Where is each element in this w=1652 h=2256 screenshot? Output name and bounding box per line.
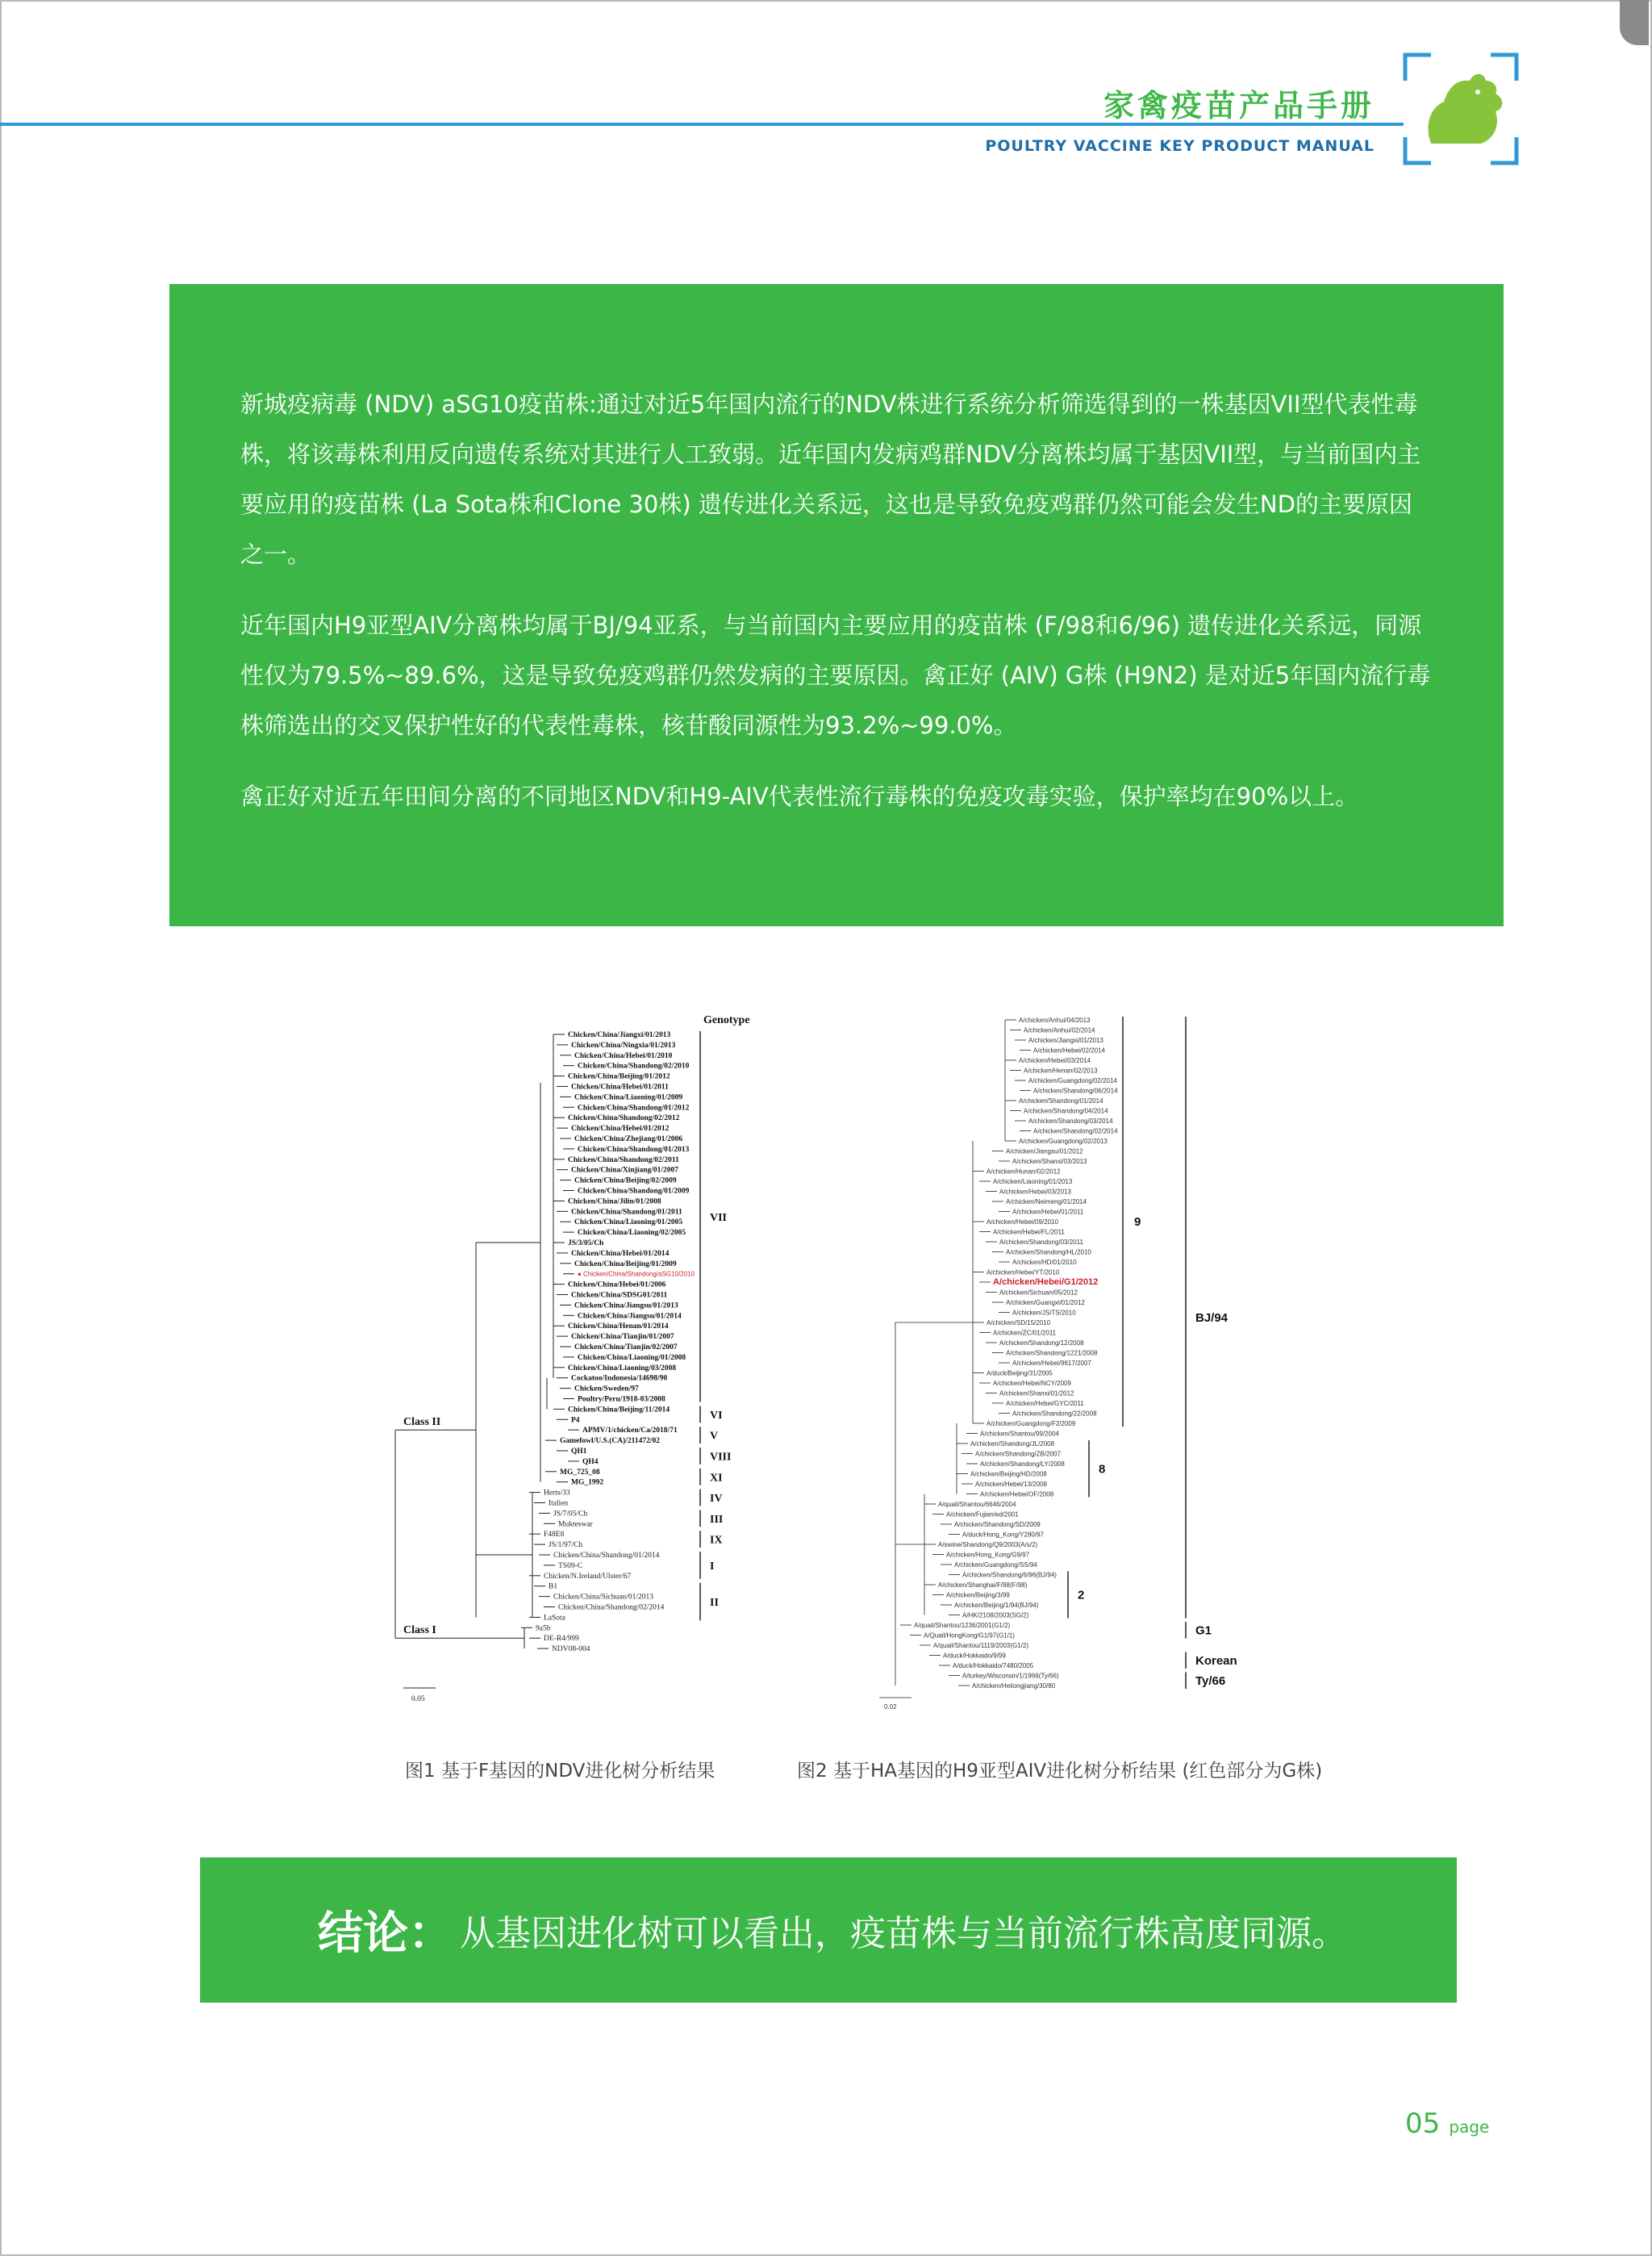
aiv-taxon-label: A/chicken/Hebei/YT/2010 [987, 1268, 1060, 1276]
aiv-taxon-label: A/duck/Beijing/31/2005 [987, 1369, 1053, 1377]
aiv-taxon-label: A/duck/Hong_Kong/Y280/97 [962, 1531, 1044, 1539]
ndv-taxon-label: QH1 [571, 1448, 587, 1456]
aiv-taxon-label: A/chicken/Shandong/HL/2010 [1006, 1248, 1091, 1256]
ndv-taxon-label: Chicken/China/Liaoning/01/2009 [574, 1093, 683, 1102]
ndv-class-i-label: Class I [403, 1624, 436, 1637]
aiv-taxon-label: A/chicken/Guangdong/02/2014 [1028, 1077, 1117, 1084]
figure2-caption: 图2 基于HA基因的H9亚型AIV进化树分析结果 (红色部分为G株) [797, 1761, 1323, 1782]
aiv-taxon-label: A/chicken/Guangdong/02/2013 [1019, 1138, 1108, 1145]
ndv-taxon-label: JS/3/05/Ch [568, 1239, 604, 1247]
aiv-lineage-label: Ty/66 [1195, 1673, 1226, 1688]
aiv-taxon-label: A/chicken/SD/15/2010 [987, 1319, 1051, 1326]
ndv-taxon-label: Chicken/China/Beijing/01/2009 [574, 1260, 677, 1268]
ndv-taxon-label: Chicken/China/SDSG01/2011 [571, 1291, 668, 1300]
aiv-taxon-label: A/chicken/Shanghai/F/98(F/98) [938, 1581, 1028, 1589]
aiv-taxon-label: A/chicken/Hebei/02/2014 [1033, 1047, 1105, 1055]
ndv-taxon-label: Chicken/China/Jilin/01/2008 [568, 1197, 661, 1206]
ndv-taxon-label: Mukteswar [558, 1520, 593, 1529]
manual-subtitle: POULTRY VACCINE KEY PRODUCT MANUAL [985, 137, 1375, 155]
ndv-taxon-label: Chicken/Sweden/97 [574, 1385, 639, 1393]
aiv-taxon-label: A/chicken/Neimeng/01/2014 [1006, 1198, 1087, 1205]
aiv-lineage-label: G1 [1195, 1623, 1212, 1638]
ndv-taxon-label: Chicken/China/Shandong/01/2011 [571, 1208, 682, 1217]
ndv-taxon-label: Chicken/China/Liaoning/01/2008 [578, 1353, 686, 1362]
ndv-taxon-label: Herts/33 [544, 1489, 570, 1498]
ndv-taxon-label: Chicken/China/Jiangxi/01/2013 [568, 1031, 671, 1039]
ndv-taxon-label: Chicken/China/Beijing/02/2009 [574, 1176, 677, 1185]
ndv-taxon-label: F48E8 [544, 1531, 565, 1540]
aiv-taxon-label: A/chicken/Hunan/02/2012 [987, 1168, 1061, 1176]
aiv-scale-label: 0.02 [884, 1703, 897, 1711]
aiv-taxon-label: A/chicken/Hebei/01/2011 [1012, 1208, 1084, 1216]
conclusion-text: 从基因进化树可以看出，疫苗株与当前流行株高度同源。 [460, 1913, 1347, 1954]
ndv-taxon-label: Chicken/China/Ningxia/01/2013 [571, 1041, 676, 1050]
ndv-taxon-label: Chicken/China/Zhejiang/01/2006 [574, 1135, 683, 1143]
ndv-taxon-label: Chicken/China/Henan/01/2014 [568, 1322, 669, 1331]
aiv-clade-label: 9 [1134, 1215, 1141, 1229]
intro-panel [169, 284, 1504, 926]
conclusion-banner [200, 1857, 1457, 2003]
aiv-taxon-label: A/chicken/Hebei/03/2014 [1019, 1057, 1091, 1064]
ndv-taxon-label: Chicken/China/Shandong/01/2013 [578, 1145, 690, 1154]
ndv-taxon-label: Chicken/China/Hebei/01/2012 [571, 1125, 670, 1134]
ndv-phylogenetic-tree [379, 1010, 815, 1712]
aiv-taxon-label: A/chicken/Henan/02/2013 [1024, 1067, 1098, 1075]
ndv-genotype-label: I [710, 1560, 715, 1573]
manual-title: 家禽疫苗产品手册 [1103, 88, 1375, 123]
intro-paragraph-ndv: 新城疫病毒 (NDV) aSG10疫苗株:通过对近5年国内流行的NDV株进行系统分析筛选得到的一株基因VII型代表性毒株，将该毒株利用反向遗传系统对其进行人工致弱。近年国内发病鸡群NDV分离株均属于基因VII型，与当前国内主要应用的疫苗株 (La Sota株和Clone 30株) 遗传进化关系远，这也是导致免疫鸡群仍然可能会发生ND的主要原因之一。 [240, 391, 1421, 568]
aiv-taxon-label: A/chicken/Shanxi/03/2013 [1012, 1158, 1087, 1165]
ndv-scale-label: 0.05 [411, 1695, 425, 1703]
aiv-taxon-label: A/chicken/HD/01/2010 [1012, 1259, 1077, 1266]
aiv-taxon-label: A/chicken/Hebei/GYC/2011 [1006, 1400, 1084, 1407]
aiv-taxon-label: A/chicken/Shandong/JL/2008 [970, 1440, 1055, 1448]
ndv-taxon-label: JS/1/97/Ch [549, 1541, 583, 1550]
ndv-taxon-label: LaSota [544, 1614, 565, 1623]
ndv-taxon-label: APMV/1/chicken/Ca/2018/71 [582, 1427, 678, 1435]
aiv-taxon-label: A/swine/Shandong/Q9/2003(A/s/2) [938, 1541, 1038, 1548]
h9-aiv-phylogenetic-tree [847, 1010, 1299, 1712]
aiv-taxon-label: A/chicken/Liaoning/01/2013 [993, 1178, 1073, 1185]
ndv-taxon-label: Chicken/N.Ireland/Ulster/67 [544, 1572, 632, 1581]
aiv-taxon-label: A/chicken/Sichuan/05/2012 [999, 1289, 1078, 1297]
ndv-taxon-label: ● Chicken/China/Shandong/aSG10/2010 [578, 1270, 695, 1278]
aiv-taxon-label: A/chicken/Shandong/12/2008 [999, 1339, 1084, 1347]
aiv-taxon-label: A/chicken/Heilongjiang/30/80 [972, 1682, 1056, 1690]
aiv-taxon-label: A/duck/Hokkaido/9/99 [943, 1652, 1006, 1660]
page-number [1405, 2108, 1489, 2140]
ndv-taxon-label: Chicken/China/Shandong/02/2014 [558, 1603, 665, 1612]
aiv-taxon-label: A/chicken/Hebei/G1/2012 [993, 1277, 1099, 1287]
aiv-taxon-label: A/chicken/Hebei/FL/2011 [993, 1228, 1065, 1236]
aiv-taxon-label: A/chicken/Jiangsu/01/2012 [1006, 1147, 1083, 1155]
aiv-lineage-label: Korean [1195, 1653, 1237, 1668]
chicken-logo-icon [1400, 48, 1521, 169]
corner-tab [1620, 0, 1649, 45]
ndv-genotype-header: Genotype [703, 1014, 750, 1026]
ndv-taxon-label: Chicken/China/Shandong/02/2012 [568, 1114, 680, 1123]
aiv-taxon-label: A/chicken/Shandong/6/96(BJ/94) [962, 1571, 1057, 1579]
ndv-taxon-label: B1 [549, 1582, 558, 1591]
aiv-taxon-label: A/chicken/Shandong/1221/2008 [1006, 1349, 1098, 1357]
aiv-taxon-label: A/chicken/Hebei/OF/2008 [980, 1490, 1054, 1498]
aiv-taxon-label: A/chicken/Hong_Kong/G9/97 [946, 1551, 1030, 1559]
ndv-taxon-label: Chicken/China/Jiangsu/01/2014 [578, 1312, 682, 1321]
aiv-taxon-label: A/chicken/Fujian/ed/2001 [946, 1510, 1019, 1519]
aiv-clade-label: 2 [1078, 1588, 1085, 1602]
figure1-caption: 图1 基于F基因的NDV进化树分析结果 [405, 1761, 715, 1782]
ndv-taxon-label: Chicken/China/Shandong/01/2014 [553, 1552, 660, 1560]
aiv-taxon-label: A/HK/2108/2003(SG/2) [962, 1611, 1029, 1619]
ndv-taxon-label: Chicken/China/Beijing/11/2014 [568, 1406, 670, 1414]
ndv-taxon-label: Chicken/China/Shandong/02/2010 [578, 1062, 690, 1071]
aiv-taxon-label: A/chicken/Guangdong/SS/94 [954, 1561, 1037, 1569]
ndv-genotype-label: XI [710, 1472, 723, 1485]
aiv-taxon-label: A/chicken/ZC/01/2011 [993, 1329, 1057, 1337]
aiv-taxon-label: A/chicken/Beijing/3/99 [946, 1591, 1010, 1599]
aiv-taxon-label: A/chicken/Shandong/03/2011 [999, 1239, 1083, 1246]
aiv-taxon-label: A/Quail/HongKong/G1/97(G1/1) [924, 1631, 1015, 1640]
aiv-taxon-label: A/duck/Hokkaido/7480/2005 [953, 1662, 1034, 1669]
aiv-taxon-label: A/chicken/Anhui/04/2013 [1019, 1017, 1091, 1024]
ndv-taxon-label: 9a5b [536, 1624, 551, 1633]
ndv-taxon-label: Chicken/China/Hebei/01/2006 [568, 1280, 666, 1289]
aiv-taxon-label: A/chicken/Hebei/09/2010 [987, 1218, 1058, 1226]
ndv-taxon-label: Chicken/China/Jiangsu/01/2013 [574, 1301, 678, 1310]
ndv-taxon-label: TS09-C [558, 1561, 583, 1570]
ndv-taxon-label: Chicken/China/Liaoning/01/2005 [574, 1218, 683, 1227]
ndv-taxon-label: Chicken/China/Hebei/01/2014 [571, 1249, 670, 1258]
aiv-taxon-label: A/chicken/Hebei/NCY/2009 [993, 1380, 1071, 1387]
ndv-taxon-label: Chicken/China/Beijing/01/2012 [568, 1072, 670, 1081]
ndv-taxon-label: MG_725_08 [560, 1468, 600, 1477]
ndv-taxon-label: Chicken/China/Shandong/02/2011 [568, 1155, 679, 1164]
aiv-clade-label: 8 [1099, 1462, 1106, 1477]
ndv-genotype-label: III [710, 1513, 724, 1526]
aiv-taxon-label: A/chicken/Shandong/SD/2009 [954, 1521, 1041, 1528]
ndv-taxon-label: Gamefowl/U.S.(CA)/211472/02 [560, 1437, 661, 1446]
aiv-taxon-label: A/turkey/Wisconsin/1/1966(Ty/66) [962, 1672, 1059, 1680]
aiv-taxon-label: A/chicken/Jiangxi/01/2013 [1028, 1037, 1103, 1044]
aiv-taxon-label: A/quail/Shantou/6646/2004 [938, 1501, 1016, 1508]
ndv-class-ii-label: Class II [403, 1416, 441, 1429]
ndv-taxon-label: Chicken/China/Sichuan/01/2013 [553, 1593, 654, 1602]
aiv-taxon-label: A/chicken/Shandong/03/2014 [1028, 1118, 1113, 1125]
aiv-taxon-label: A/chicken/Shandong/01/2014 [1019, 1097, 1103, 1105]
ndv-genotype-label: IX [710, 1534, 723, 1547]
aiv-taxon-label: A/chicken/Anhui/02/2014 [1024, 1026, 1095, 1034]
aiv-taxon-label: A/chicken/Hebei/03/2013 [999, 1188, 1071, 1196]
aiv-taxon-label: A/chicken/Hebei/13/2008 [975, 1481, 1047, 1488]
aiv-taxon-label: A/chicken/Guangdong/F2/2009 [987, 1420, 1076, 1427]
aiv-taxon-label: A/chicken/Shandong/06/2014 [1033, 1087, 1118, 1095]
aiv-taxon-label: A/chicken/Shandong/04/2014 [1024, 1107, 1108, 1115]
ndv-taxon-label: P4 [571, 1416, 580, 1425]
ndv-taxon-label: Chicken/China/Hebei/01/2011 [571, 1083, 669, 1092]
aiv-lineage-label: BJ/94 [1195, 1310, 1229, 1325]
ndv-genotype-label: V [710, 1430, 719, 1443]
aiv-taxon-label: A/chicken/Beijing/HD/2008 [970, 1470, 1047, 1478]
ndv-taxon-label: MG_1992 [571, 1478, 604, 1487]
page-label: page [1449, 2117, 1490, 2137]
ndv-taxon-label: Chicken/China/Shandong/01/2009 [578, 1187, 690, 1196]
ndv-taxon-label: Poultry/Peru/1918-03/2008 [578, 1395, 665, 1404]
intro-paragraph-aiv: 近年国内H9亚型AIV分离株均属于BJ/94亚系，与当前国内主要应用的疫苗株 (F/98和6/96) 遗传进化关系远，同源性仅为79.5%~89.6%，这是导致免疫鸡群仍然发病的主要原因。禽正好 (AIV) G株 (H9N2) 是对近5年国内流行毒株筛选出的交叉保护性好的代表性毒株，核苷酸同源性为93.2%~99.0%。 [240, 612, 1431, 739]
aiv-taxon-label: A/quail/Shantou/1119/2003(G1/2) [933, 1642, 1029, 1649]
ndv-taxon-label: Cockatoo/Indonesia/14698/90 [571, 1374, 668, 1383]
aiv-taxon-label: A/chicken/Shandong/22/2008 [1012, 1410, 1097, 1418]
aiv-taxon-label: A/chicken/Shandong/ZB/2007 [975, 1450, 1061, 1458]
intro-paragraph-challenge: 禽正好对近五年田间分离的不同地区NDV和H9-AIV代表性流行毒株的免疫攻毒实验，保护率均在90%以上。 [240, 783, 1359, 810]
ndv-taxon-label: Italien [549, 1499, 569, 1508]
aiv-taxon-label: A/chicken/Guangxi/01/2012 [1006, 1299, 1085, 1306]
ndv-taxon-label: Chicken/China/Tianjin/01/2007 [571, 1333, 674, 1342]
aiv-taxon-label: A/chicken/Shandong/02/2014 [1033, 1127, 1118, 1135]
ndv-taxon-label: JS/7/05/Ch [553, 1510, 588, 1519]
aiv-taxon-label: A/chicken/Shanxi/01/2012 [999, 1389, 1074, 1397]
aiv-taxon-label: A/chicken/Beijing/1/94(BJ/94) [954, 1602, 1039, 1609]
ndv-genotype-label: VII [710, 1211, 728, 1224]
aiv-taxon-label: A/chicken/Hebei/9617/2007 [1012, 1360, 1091, 1367]
aiv-taxon-label: A/chicken/Shantou/99/2004 [980, 1430, 1059, 1438]
ndv-genotype-label: VIII [710, 1451, 732, 1464]
ndv-taxon-label: NDV08-004 [552, 1645, 590, 1654]
ndv-taxon-label: Chicken/China/Liaoning/03/2008 [568, 1364, 677, 1372]
ndv-taxon-label: QH4 [582, 1457, 599, 1466]
ndv-taxon-label: Chicken/China/Xinjiang/01/2007 [571, 1166, 679, 1175]
page-number-value: 05 [1405, 2108, 1441, 2140]
aiv-taxon-label: A/chicken/Shandong/LY/2008 [980, 1460, 1065, 1468]
ndv-taxon-label: Chicken/China/Hebei/01/2010 [574, 1051, 673, 1060]
ndv-taxon-label: Chicken/China/Liaoning/02/2005 [578, 1229, 686, 1238]
ndv-taxon-label: DE-R4/999 [544, 1635, 579, 1644]
ndv-genotype-label: VI [710, 1409, 723, 1422]
aiv-taxon-label: A/quail/Shantou/1236/2001(G1/2) [914, 1622, 1011, 1629]
ndv-genotype-label: IV [710, 1493, 723, 1506]
conclusion-label: 结论： [318, 1907, 453, 1960]
ndv-taxon-label: Chicken/China/Tianjin/02/2007 [574, 1343, 678, 1352]
ndv-taxon-label: Chicken/China/Shandong/01/2012 [578, 1104, 690, 1113]
aiv-taxon-label: A/chicken/JS/TS/2010 [1012, 1309, 1076, 1317]
ndv-genotype-label: II [710, 1597, 719, 1610]
